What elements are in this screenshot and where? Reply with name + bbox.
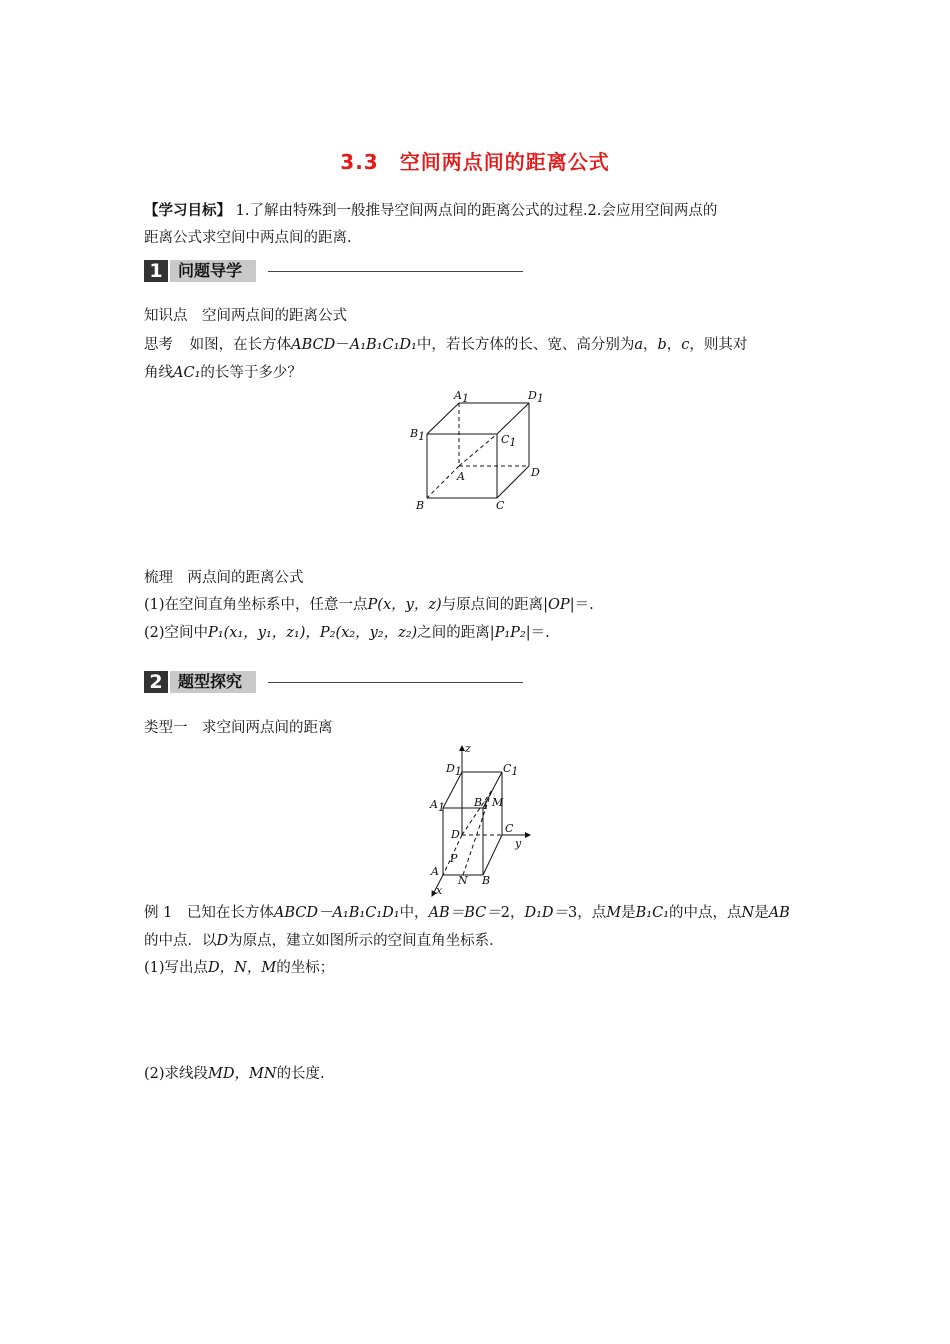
section-number: 2 bbox=[144, 671, 168, 693]
label-a1: A1 bbox=[454, 389, 469, 405]
think-text-1: 如图，在长方体 bbox=[189, 337, 292, 353]
think-box: ABCD bbox=[291, 337, 336, 353]
summary-item-1-mid: 与原点间的距离| bbox=[441, 597, 549, 613]
cuboid-figure bbox=[400, 385, 560, 515]
think-line-2 bbox=[144, 363, 302, 383]
question-2 bbox=[144, 1064, 325, 1084]
think-line-1 bbox=[144, 335, 747, 355]
summary-points: P₁(x₁，y₁，z₁)，P₂(x₂，y₂，z₂) bbox=[208, 625, 418, 641]
example-1-t8: 为原点，建立如图所示的空间直角坐标系． bbox=[228, 933, 504, 949]
section-label: 问题导学 bbox=[170, 260, 256, 282]
example-1-line-2 bbox=[144, 931, 504, 951]
think-text-4: 角线 bbox=[144, 365, 173, 381]
section-header-2 bbox=[144, 667, 524, 697]
page-title: 3.3 空间两点间的距离公式 bbox=[340, 150, 610, 174]
summary-item-2-mid: 之间的距离| bbox=[417, 625, 495, 641]
question-2-segments: MD，MN bbox=[208, 1066, 277, 1082]
example-1-t5: 的中点，点 bbox=[669, 905, 742, 921]
question-1-end: 的坐标； bbox=[276, 960, 335, 976]
example-1-cuboid: ABCD－A₁B₁C₁D₁ bbox=[273, 905, 400, 921]
section-label: 题型探究 bbox=[170, 671, 256, 693]
think-a: a bbox=[634, 337, 643, 353]
question-2-end: 的长度. bbox=[276, 1066, 325, 1082]
summary-item-2-text: (2)空间中 bbox=[144, 625, 209, 641]
question-1-text: (1)写出点 bbox=[144, 960, 209, 976]
think-diagonal: AC₁ bbox=[173, 365, 201, 381]
section-rule bbox=[268, 682, 523, 683]
label-m: M bbox=[492, 796, 504, 809]
example-1-t4: 是 bbox=[621, 905, 636, 921]
label-c: C bbox=[505, 822, 514, 835]
think-text-5: 的长等于多少？ bbox=[200, 365, 302, 381]
example-1-d: D bbox=[216, 933, 229, 949]
example-1-n: N bbox=[741, 905, 755, 921]
knowledge-point: 知识点 空间两点间的距离公式 bbox=[144, 308, 347, 324]
think-c: c bbox=[681, 337, 690, 353]
label-b: B bbox=[416, 499, 425, 512]
example-1-m: M bbox=[606, 905, 622, 921]
label-a1: A1 bbox=[430, 798, 445, 814]
summary-item-1-text: (1)在空间直角坐标系中，任意一点 bbox=[144, 597, 368, 613]
example-1-b1c1: B₁C₁ bbox=[635, 905, 670, 921]
label-x: x bbox=[436, 884, 443, 897]
think-b: b bbox=[657, 337, 667, 353]
label-b1: B1 bbox=[410, 427, 426, 443]
objectives-line-1 bbox=[144, 201, 717, 221]
label-c: C bbox=[496, 499, 505, 512]
label-z: z bbox=[465, 742, 471, 755]
summary-point-p: P(x，y，z) bbox=[367, 597, 442, 613]
label-y: y bbox=[515, 837, 522, 850]
type-1-heading: 类型一 求空间两点间的距离 bbox=[144, 720, 333, 736]
think-text-3: ，则其对 bbox=[689, 337, 748, 353]
label-b1: B1 bbox=[474, 796, 490, 812]
coordinate-cuboid-figure bbox=[410, 740, 540, 898]
example-1-d1d: D₁D＝ bbox=[524, 905, 569, 921]
label-a: A bbox=[431, 865, 439, 878]
think-text-2: 中，若长方体的长、宽、高分别为 bbox=[416, 337, 635, 353]
label-c1: C1 bbox=[503, 762, 519, 778]
summary-heading: 梳理 两点间的距离公式 bbox=[144, 570, 304, 586]
question-1 bbox=[144, 958, 334, 978]
example-1-t7: 的中点．以 bbox=[144, 933, 217, 949]
summary-item-1-end: |＝. bbox=[569, 597, 594, 613]
section-number: 1 bbox=[144, 260, 168, 282]
example-1-ab: AB＝BC＝ bbox=[428, 905, 501, 921]
example-1-line-1 bbox=[144, 903, 790, 923]
think-box-2: A₁B₁C₁D₁ bbox=[349, 337, 417, 353]
think-dash: － bbox=[335, 337, 350, 353]
label-b: B bbox=[482, 874, 491, 887]
example-1-t3: 3，点 bbox=[568, 905, 607, 921]
label-d1: D1 bbox=[446, 762, 462, 778]
summary-item-1 bbox=[144, 595, 594, 615]
summary-op: OP bbox=[548, 597, 570, 613]
think-sep-1: ， bbox=[643, 337, 658, 353]
label-d: D bbox=[531, 466, 540, 479]
example-1-ab-end: AB bbox=[768, 905, 790, 921]
example-1-t2: 2， bbox=[500, 905, 525, 921]
example-1-t1: 中， bbox=[399, 905, 429, 921]
label-d: D bbox=[451, 828, 460, 841]
label-n: N bbox=[458, 874, 468, 887]
example-1-t6: 是 bbox=[754, 905, 769, 921]
section-header-1 bbox=[144, 256, 524, 286]
summary-p1p2: P₁P₂ bbox=[494, 625, 526, 641]
question-1-points: D，N，M bbox=[208, 960, 277, 976]
question-2-text: (2)求线段 bbox=[144, 1066, 209, 1082]
think-sep-2: ， bbox=[666, 337, 682, 353]
objectives-text-1: 1.了解由特殊到一般推导空间两点间的距离公式的过程.2.会应用空间两点的 bbox=[235, 203, 718, 219]
label-p: P bbox=[450, 852, 458, 865]
label-a: A bbox=[457, 470, 465, 483]
think-label: 思考 bbox=[144, 337, 173, 353]
example-1-label: 例 1 已知在长方体 bbox=[144, 905, 274, 921]
summary-item-2-end: |＝. bbox=[525, 625, 550, 641]
summary-item-2 bbox=[144, 623, 550, 643]
objectives-label: 【学习目标】 bbox=[144, 202, 231, 219]
objectives-line-2: 距离公式求空间中两点间的距离. bbox=[144, 230, 352, 246]
label-d1: D1 bbox=[528, 389, 544, 405]
section-rule bbox=[268, 271, 523, 272]
label-c1: C1 bbox=[501, 433, 517, 449]
